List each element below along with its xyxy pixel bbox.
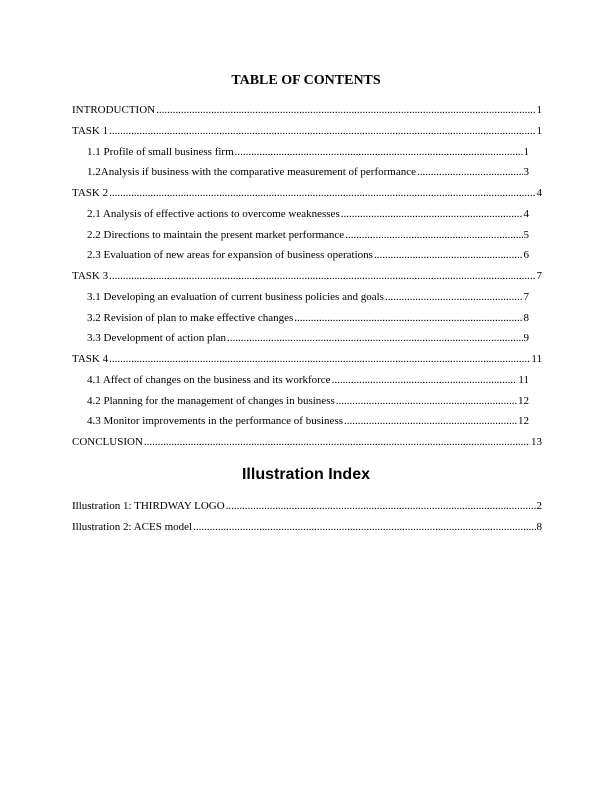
toc-heading: TABLE OF CONTENTS	[231, 73, 381, 88]
illustration-entry-thirdway-logo[interactable]	[72, 496, 542, 517]
illustration-entry-label: Illustration 1: THIRDWAY LOGO	[72, 500, 225, 512]
toc-dot-leader	[332, 370, 518, 391]
toc-dot-leader	[235, 142, 523, 163]
toc-dot-leader	[144, 432, 530, 453]
toc-entry-page: 4	[536, 187, 542, 199]
toc-entry-label: 3.1 Developing an evaluation of current business policies and goals	[87, 290, 384, 303]
toc-entry-task-1[interactable]	[72, 121, 542, 142]
illustration-entry-aces-model[interactable]	[72, 517, 542, 538]
toc-list	[72, 100, 542, 453]
toc-entry-2-1[interactable]	[72, 204, 529, 225]
toc-entry-page: 1	[536, 104, 542, 116]
toc-entry-task-4[interactable]	[72, 349, 542, 370]
toc-entry-introduction[interactable]	[72, 100, 542, 121]
toc-entry-label: TASK 4	[72, 353, 109, 365]
toc-dot-leader	[227, 328, 523, 349]
toc-entry-page: 12	[518, 394, 529, 407]
illustration-entry-page: 2	[536, 500, 542, 512]
illustration-entry-page: 8	[536, 520, 542, 533]
toc-entry-label: 1.2Analysis if business with the comparative measurement of performance	[87, 166, 416, 179]
toc-entry-task-2[interactable]	[72, 183, 542, 204]
toc-entry-page: 1	[523, 145, 529, 158]
toc-entry-1-1[interactable]	[72, 142, 529, 163]
toc-entry-label: 4.2 Planning for the management of changes in business	[87, 394, 335, 407]
toc-entry-page: 11	[531, 353, 542, 365]
toc-entry-page: 9	[523, 332, 529, 345]
toc-dot-leader	[109, 349, 530, 370]
toc-entry-3-3[interactable]	[72, 328, 529, 349]
illustration-index-heading: Illustration Index	[241, 466, 370, 483]
toc-dot-leader	[294, 308, 522, 329]
toc-entry-3-2[interactable]	[72, 308, 529, 329]
toc-entry-4-3[interactable]	[72, 411, 529, 432]
illustration-index-list	[72, 496, 542, 538]
toc-entry-label: 2.3 Evaluation of new areas for expansion of business operations	[87, 249, 373, 262]
toc-entry-1-2[interactable]	[72, 162, 529, 183]
toc-entry-label: 4.3 Monitor improvements in the performance of business	[87, 415, 344, 428]
toc-entry-label: 4.1 Affect of changes on the business and its workforce	[87, 373, 331, 386]
toc-dot-leader	[109, 266, 535, 287]
toc-entry-page: 11	[518, 373, 529, 386]
toc-entry-label: 3.3 Development of action plan	[87, 332, 226, 345]
toc-dot-leader	[345, 225, 522, 246]
toc-dot-leader	[344, 411, 517, 432]
toc-entry-page: 6	[523, 249, 529, 262]
toc-entry-page: 13	[531, 436, 542, 448]
toc-entry-page: 5	[523, 228, 529, 241]
toc-entry-conclusion[interactable]	[72, 432, 542, 453]
toc-entry-3-1[interactable]	[72, 287, 529, 308]
toc-dot-leader	[341, 204, 523, 225]
toc-entry-label: TASK 2	[72, 187, 109, 199]
illustration-entry-label: Illustration 2: ACES model	[72, 520, 193, 533]
toc-entry-4-2[interactable]	[72, 391, 529, 412]
toc-dot-leader	[156, 100, 535, 121]
toc-dot-leader	[109, 121, 535, 142]
toc-entry-page: 7	[523, 290, 529, 303]
toc-entry-page: 3	[523, 166, 529, 179]
toc-entry-label: INTRODUCTION	[72, 104, 156, 116]
toc-entry-label: 1.1 Profile of small business firm	[87, 145, 234, 158]
toc-dot-leader	[385, 287, 523, 308]
toc-entry-page: 7	[536, 270, 542, 282]
illustration-dot-leader	[193, 517, 535, 538]
toc-entry-page: 1	[536, 124, 542, 137]
toc-entry-2-3[interactable]	[72, 245, 529, 266]
toc-entry-label: 3.2 Revision of plan to make effective changes	[87, 311, 294, 324]
toc-entry-page: 8	[523, 311, 529, 324]
toc-entry-page: 4	[523, 207, 529, 220]
toc-entry-label: 2.1 Analysis of effective actions to overcome weaknesses	[87, 207, 340, 220]
toc-dot-leader	[109, 183, 535, 204]
toc-entry-label: TASK 1	[72, 124, 109, 137]
toc-dot-leader	[374, 245, 523, 266]
toc-entry-page: 12	[518, 415, 529, 428]
toc-entry-2-2[interactable]	[72, 225, 529, 246]
toc-entry-label: 2.2 Directions to maintain the present market performance	[87, 228, 345, 241]
toc-entry-task-3[interactable]	[72, 266, 542, 287]
toc-entry-label: TASK 3	[72, 270, 109, 282]
toc-entry-4-1[interactable]	[72, 370, 529, 391]
toc-entry-label: CONCLUSION	[72, 436, 143, 448]
illustration-dot-leader	[226, 496, 536, 517]
toc-dot-leader	[336, 391, 517, 412]
toc-dot-leader	[417, 162, 523, 183]
